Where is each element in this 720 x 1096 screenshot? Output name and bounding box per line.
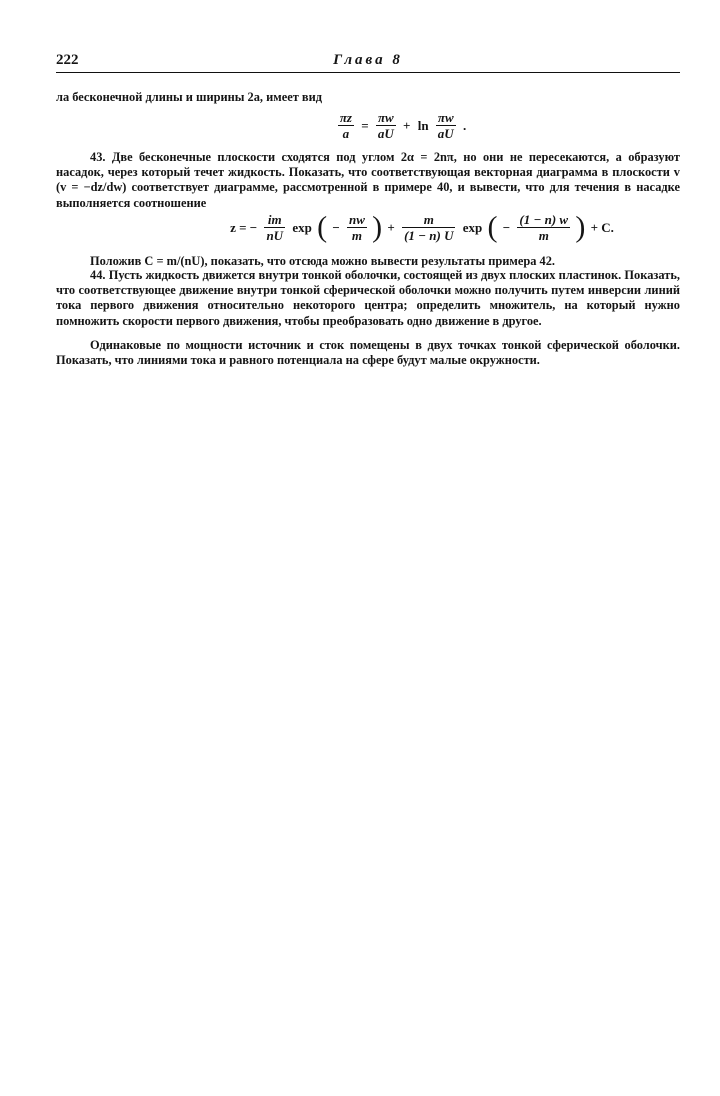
chapter-title: Глава 8 xyxy=(333,52,403,68)
intro-line: ла бесконечной длины и ширины 2a, имеет вид xyxy=(56,90,322,104)
problem-44: 44. Пусть жидкость движется внутри тонкой оболочки, состоящей из двух плоских пластинок. Показать, что соответствующее движение внутри тонкой сферической оболочки можно получить путем инверсии линий тока первого движения относительно некоторого центра; определить множитель, на который нужно помножить скорости первого движения, чтобы преобразовать одно движение в другое. xyxy=(56,268,680,328)
problem-43: 43. Две бесконечные плоскости сходятся под углом 2α = 2nπ, но они не пересекаются, а образуют насадок, через который течет жидкость. Показать, что соответствующая векторная диаграмма в плоскости v (v = −dz/dw) соответствует диаграмме, рассмотренной в примере 40, и вывести, что для течения в насадке выполняется соотношение xyxy=(56,150,680,210)
left-paren: ( xyxy=(487,210,498,244)
fraction: $\frac{nw}{m}$ xyxy=(349,212,365,243)
page-number: 222 xyxy=(56,52,79,68)
fraction: $\frac{\pi z}{a}$ xyxy=(339,110,352,141)
left-paren: ( xyxy=(317,210,328,244)
problem-43-conclusion: Положив C = m/(nU), показать, что отсюда можно вывести результаты примера 42. xyxy=(90,254,556,268)
problem-44-continuation: Одинаковые по мощности источник и сток помещены в двух точках тонкой сферической оболочки. Показать, что линиями тока и равного потенциала на сфере будут малые окружности. xyxy=(56,338,680,368)
fraction: $\frac{m}{(1 - n) U}$ xyxy=(404,212,454,243)
fraction: $\frac{im}{nU}$ xyxy=(266,212,284,243)
page-header xyxy=(56,52,680,73)
formula-2: z = − $\frac{im}{nU}$ exp ( − $\frac{nw}{m}$ ) + $\frac{m}{(1 - n) U}$ exp ( − $\frac{(1 - n) w}{m}$ ) + C. xyxy=(230,210,614,244)
fraction: $\frac{\pi w}{aU}$ xyxy=(437,110,454,141)
fraction: $\frac{(1 - n) w}{m}$ xyxy=(519,212,569,243)
fraction: $\frac{\pi w}{aU}$ xyxy=(377,110,394,141)
right-paren: ) xyxy=(372,210,383,244)
right-paren: ) xyxy=(575,210,586,244)
formula-1: $\frac{\pi z}{a}$ = $\frac{\pi w}{aU}$ + ln $\frac{\pi w}{aU}$ . xyxy=(339,110,467,141)
